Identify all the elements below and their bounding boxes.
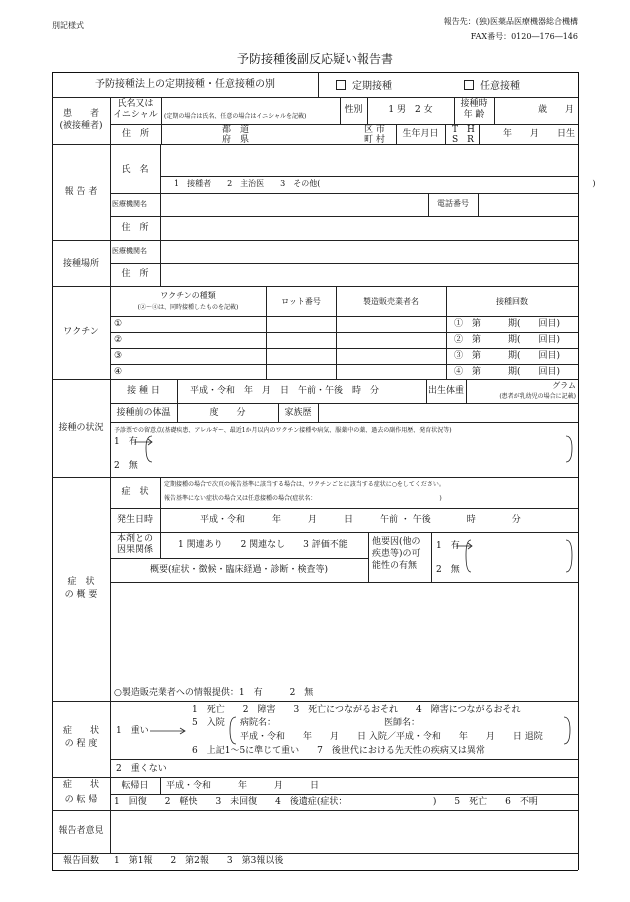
fax-number: FAX番号：0120―176―146 bbox=[470, 32, 578, 41]
symptom-note-1: 定期接種の場合で次頁の報告基準に該当する場合は、ワクチンごとに該当する症状に○をしてください。 bbox=[164, 481, 445, 488]
onset-value[interactable]: 平成・令和 年 月 日 午前 ・ 午後 時 分 bbox=[200, 515, 521, 525]
sex-options[interactable]: 1 男 2 女 bbox=[388, 105, 433, 115]
patient-section-sub: (被接種者) bbox=[59, 121, 103, 131]
severity-section-label-1: 症 状 bbox=[62, 726, 99, 736]
symptom-section-label-1: 症 状 bbox=[67, 577, 95, 587]
outcome-date-label: 転帰日 bbox=[121, 781, 149, 791]
age-label-1: 接種時 bbox=[460, 99, 488, 109]
admission-dates[interactable]: 平成・令和 年 月 日 入院／平成・令和 年 月 日 退院 bbox=[240, 732, 543, 742]
family-history-label: 家族歴 bbox=[284, 408, 312, 418]
notes-option-yes[interactable]: 1 有 bbox=[114, 437, 138, 447]
form-label: 別記様式 bbox=[52, 21, 84, 30]
site-section-label: 接種場所 bbox=[62, 259, 99, 269]
checkbox-icon[interactable] bbox=[336, 80, 346, 90]
reporter-opinion-label: 報告者意見 bbox=[58, 826, 104, 836]
dose-row-2[interactable]: ② 第 期( 回目) bbox=[454, 335, 561, 345]
addr-pref-1: 都 道 bbox=[222, 125, 250, 135]
dose-row-3[interactable]: ③ 第 期( 回目) bbox=[454, 351, 561, 361]
site-address-label: 住 所 bbox=[121, 269, 149, 279]
temperature-label: 接種前の体温 bbox=[116, 408, 171, 418]
causality-label-1: 本剤との bbox=[116, 534, 153, 544]
addr-city-2: 町 村 bbox=[364, 135, 385, 145]
report-destination: 報告先：(独)医薬品医療機器総合機構 bbox=[443, 17, 578, 26]
severity-serious[interactable]: 1 重い bbox=[116, 726, 149, 736]
vaccine-type-note: (②～④は、同時接種したものを記載) bbox=[137, 304, 239, 311]
checkbox-icon[interactable] bbox=[464, 80, 474, 90]
era-2[interactable]: S R bbox=[452, 135, 474, 145]
causality-label-2: 因果関係 bbox=[116, 545, 153, 555]
name-label-2: イニシャル bbox=[113, 110, 158, 120]
name-note: (定期の場合は氏名、任意の場合はイニシャルを記載) bbox=[164, 113, 307, 120]
vaccine-row-2: ② bbox=[114, 335, 123, 345]
vaccine-type-label: ワクチンの種類 bbox=[160, 291, 216, 300]
era-1[interactable]: T H bbox=[452, 125, 475, 135]
reporter-name-label: 氏 名 bbox=[121, 165, 149, 175]
overview-label: 概要(症状・徴候・臨床経過・診断・検査等) bbox=[149, 565, 329, 575]
severity-not-serious[interactable]: 2 重くない bbox=[116, 764, 167, 774]
age-units[interactable]: 歳 月 bbox=[537, 105, 574, 115]
vaccine-row-1: ① bbox=[114, 319, 123, 329]
vaccine-row-3: ③ bbox=[114, 351, 123, 361]
outcome-date-value[interactable]: 平成・令和 年 月 日 bbox=[166, 781, 320, 791]
addr-city-1: 区 市 bbox=[364, 125, 385, 135]
hospital-name-label: 病院名： bbox=[240, 718, 277, 728]
dose-count-label: 接種回数 bbox=[496, 297, 528, 306]
info-provision[interactable]: ○製造販売業者への情報提供：1 有 2 無 bbox=[114, 688, 314, 698]
severity-section-label-2: の 程 度 bbox=[64, 739, 98, 749]
dose-row-4[interactable]: ④ 第 期( 回目) bbox=[454, 367, 561, 377]
severity-line-3[interactable]: 6 上記1～5に準じて重い 7 後世代における先天性の疾病又は異常 bbox=[192, 746, 485, 756]
doctor-name-label: 医師名： bbox=[384, 718, 421, 728]
form-title: 予防接種後副反応疑い報告書 bbox=[236, 52, 393, 66]
other-cause-label-3: 能性の有無 bbox=[372, 561, 418, 571]
reporter-role-options[interactable]: 1 接種者 2 主治医 3 その他( ) bbox=[174, 179, 596, 188]
reporter-address-label: 住 所 bbox=[121, 223, 149, 233]
dob-label: 生年月日 bbox=[402, 129, 439, 139]
category-label: 予防接種法上の定期接種・任意接種の別 bbox=[95, 79, 275, 90]
onset-label: 発生日時 bbox=[116, 515, 153, 525]
vaccination-date-value[interactable]: 平成・令和 年 月 日 午前・午後 時 分 bbox=[190, 386, 380, 396]
birth-weight-label: 出生体重 bbox=[427, 386, 464, 396]
symptom-section-label-2: の 概 要 bbox=[64, 590, 98, 600]
vaccine-section-label: ワクチン bbox=[63, 327, 99, 337]
patient-section-label: 患 者 bbox=[62, 109, 99, 119]
other-cause-label-2: 疾患等)の可 bbox=[372, 549, 421, 559]
symptom-note-2: 報告基準にない症状の場合又は任意接種の場合(症状名： ) bbox=[164, 495, 442, 502]
temperature-units[interactable]: 度 分 bbox=[209, 408, 246, 418]
symptom-label: 症 状 bbox=[121, 487, 149, 497]
sex-label: 性別 bbox=[344, 105, 363, 115]
report-count-options[interactable]: 1 第1報 2 第2報 3 第3報以後 bbox=[114, 856, 284, 866]
outcome-section-label-1: 症 状 bbox=[62, 780, 99, 790]
other-cause-yes[interactable]: 1 有 bbox=[436, 541, 460, 551]
severity-inpatient[interactable]: 5 入院 bbox=[192, 718, 225, 728]
other-cause-label-1: 他要因(他の bbox=[372, 537, 421, 547]
option-optional[interactable]: 任意接種 bbox=[464, 80, 520, 92]
reporter-facility-label: 医療機関名 bbox=[112, 200, 147, 208]
dob-units[interactable]: 年 月 日生 bbox=[502, 129, 575, 139]
lot-number-label: ロット番号 bbox=[281, 297, 321, 306]
addr-pref-2: 府 県 bbox=[222, 135, 250, 145]
name-label-1: 氏名又は bbox=[117, 99, 154, 109]
vaccine-row-4: ④ bbox=[114, 367, 123, 377]
screening-notes-label: 予診票での留意点(基礎疾患、アレルギー、最近1か月以内のワクチン接種や病気、服薬中の薬、過去の副作用歴、発育状況等) bbox=[114, 427, 452, 434]
reporter-section-label: 報 告 者 bbox=[64, 187, 98, 197]
gram-unit: グラム bbox=[552, 381, 576, 390]
causality-options[interactable]: 1 関連あり 2 関連なし 3 評価不能 bbox=[178, 540, 348, 550]
gram-note: (患者が乳幼児の場合に記載) bbox=[499, 393, 576, 400]
reporter-phone-label: 電話番号 bbox=[437, 199, 469, 208]
outcome-options[interactable]: 1 回復 2 軽快 3 未回復 4 後遺症(症状： ) 5 死亡 6 不明 bbox=[114, 797, 538, 807]
address-label: 住 所 bbox=[121, 129, 149, 139]
option-regular[interactable]: 定期接種 bbox=[336, 80, 392, 92]
site-facility-label: 医療機関名 bbox=[112, 247, 147, 255]
report-count-label: 報告回数 bbox=[62, 856, 99, 866]
maker-label: 製造販売業者名 bbox=[363, 297, 419, 306]
other-cause-no[interactable]: 2 無 bbox=[436, 565, 460, 575]
severity-line-1[interactable]: 1 死亡 2 障害 3 死亡につながるおそれ 4 障害につながるおそれ bbox=[192, 705, 521, 715]
outcome-section-label-2: の 転 帰 bbox=[64, 795, 98, 805]
vaccination-date-label: 接 種 日 bbox=[127, 386, 160, 396]
status-section-label: 接種の状況 bbox=[58, 423, 104, 433]
age-label-2: 年 齢 bbox=[463, 110, 485, 120]
dose-row-1[interactable]: ① 第 期( 回目) bbox=[454, 319, 561, 329]
notes-option-no[interactable]: 2 無 bbox=[114, 461, 138, 471]
